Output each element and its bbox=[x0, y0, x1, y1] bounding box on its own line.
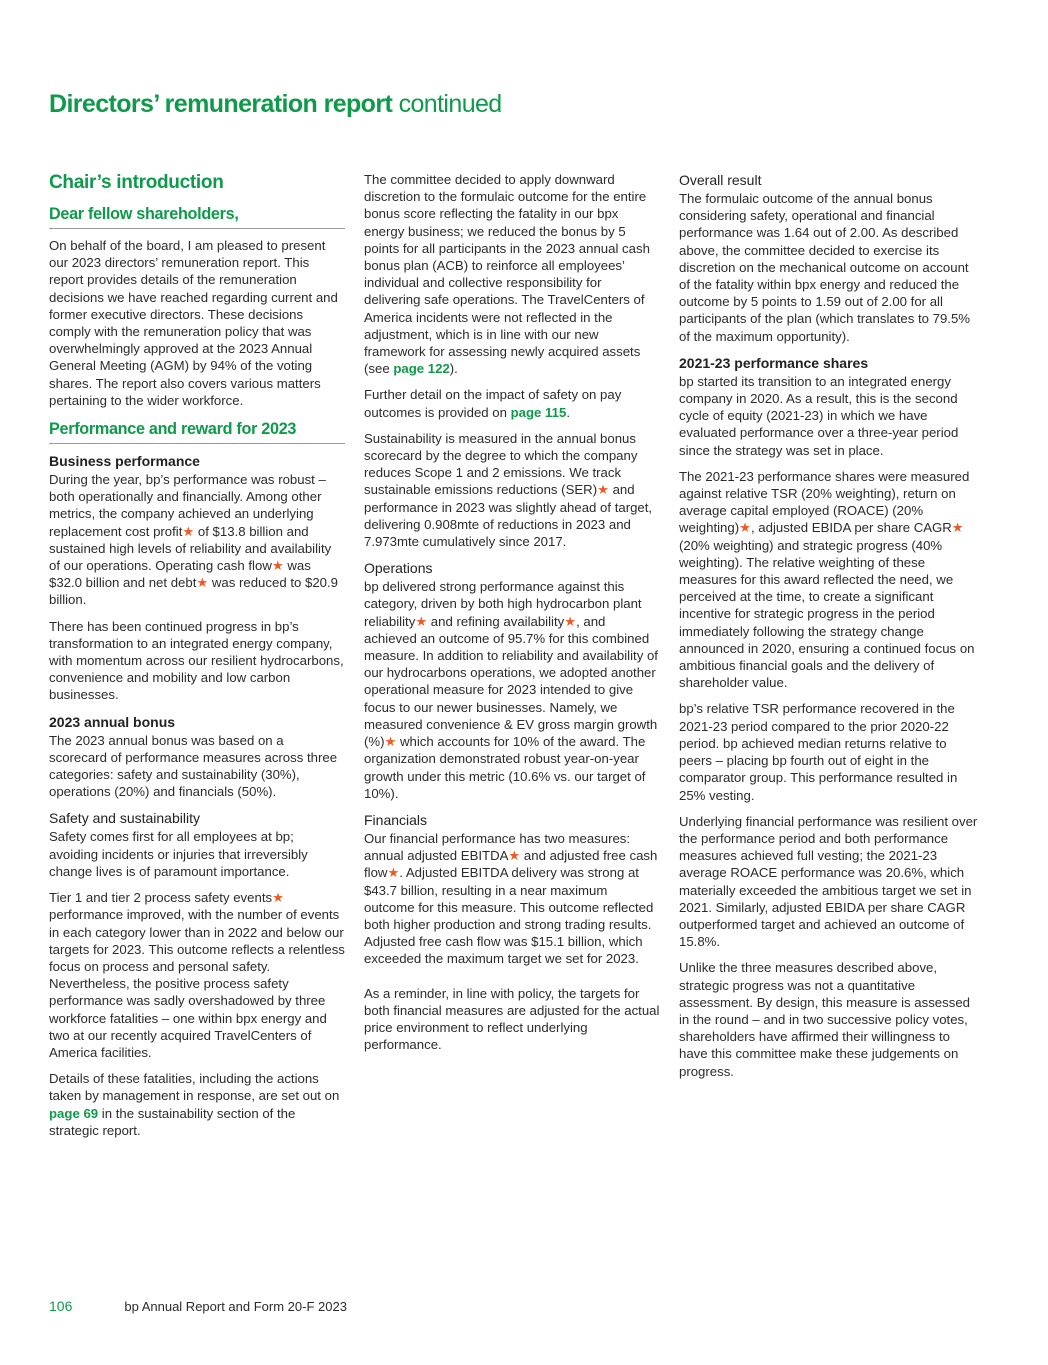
star-icon: ★ bbox=[415, 613, 428, 629]
paragraph: bp’s relative TSR performance recovered in the 2021-23 period compared to the prior 2020-22 period. bp achieved median returns relative to peers – placing bp fourth out of eight in the comparator group. This performance resulted in 25% vesting. bbox=[679, 701, 958, 803]
paragraph: The formulaic outcome of the annual bonus considering safety, operational and financial performance was 1.64 out of 2.00. As described above, the committee decided to exercise its discretion on the mechanical outcome on account of the fatality within bpx energy and reduced the outcome by 5 points to 1.59 out of 2.00 for all participants of the plan (which translates to 79.5% of the maximum opportunity). bbox=[679, 191, 971, 344]
footer-report-title: bp Annual Report and Form 20-F 2023 bbox=[124, 1299, 347, 1314]
section-heading-chair-intro: Chair’s introduction bbox=[49, 172, 224, 193]
paragraph: Further detail on the impact of safety on pay outcomes is provided on page 115. bbox=[364, 387, 622, 420]
star-icon: ★ bbox=[182, 523, 195, 539]
title-main: Directors’ remuneration report bbox=[49, 90, 393, 118]
paragraph: Tier 1 and tier 2 process safety events★ performance improved, with the number of events in each category lower than in 2022 and below our targets for 2023. This outcome reflects a relentless focus on process and personal safety. Nevertheless, the positive process safety performance was sadly overshadowed by three workforce fatalities – one within bpx energy and two at our recently acquired TravelCenters of America facilities. bbox=[49, 890, 345, 1060]
star-icon: ★ bbox=[272, 890, 284, 906]
subheading-performance-shares: 2021-23 performance shares bbox=[679, 354, 869, 371]
star-icon: ★ bbox=[597, 482, 609, 498]
page-number: 106 bbox=[49, 1298, 73, 1314]
page-link[interactable]: page 69 bbox=[49, 1105, 99, 1121]
subheading-business-performance: Business performance bbox=[49, 453, 200, 470]
subheading-overall-result: Overall result bbox=[679, 172, 762, 188]
paragraph: Details of these fatalities, including the actions taken by management in response, are set out on page 69 in the sustainability section of the strategic report. bbox=[49, 1071, 340, 1138]
star-icon: ★ bbox=[384, 734, 397, 750]
subheading-safety: Safety and sustainability bbox=[49, 810, 200, 827]
page-title bbox=[49, 90, 502, 119]
footer bbox=[49, 1298, 347, 1314]
paragraph: The 2021-23 performance shares were measured against relative TSR (20% weighting), return on average capital employed (ROACE) (20% weighting)★, adjusted EBIDA per share CAGR★ (20% weighting) and strategic progress (40% weighting). The relative weighting of these measures for this award reflected the need, we perceived at the time, to create a significant incentive for strategic progress in the period immediately following the strategy change announced in 2020, ensuring a continued focus on ambitious financial goals and the delivery of shareholder value. bbox=[679, 468, 975, 691]
paragraph: Underlying financial performance was resilient over the performance period and both performance measures achieved full vesting; the 2021-23 average ROACE performance was 20.6%, which materially exceeded the ambitious target we set in 2021. Similarly, adjusted EBIDA per share CAGR outperformed target and achieved an outcome of 15.8%. bbox=[679, 813, 978, 950]
star-icon: ★ bbox=[564, 613, 577, 629]
column-1 bbox=[49, 171, 345, 1148]
paragraph: Unlike the three measures described above, strategic progress was not a quantitative assessment. By design, this measure is assessed in the round – and in two successive policy votes, shareholders have affirmed their willingness to have this committee make these judgements on progress. bbox=[679, 960, 970, 1079]
paragraph: Sustainability is measured in the annual bonus scorecard by the degree to which the company reduces Scope 1 and 2 emissions. We track sustainable emissions reductions (SER)★ and performance in 2023 was slightly ahead of target, delivering 0.908mte of reductions in 2023 and 7.973mte cumulatively since 2017. bbox=[364, 430, 653, 550]
star-icon: ★ bbox=[508, 848, 521, 864]
paragraph: On behalf of the board, I am pleased to present our 2023 directors’ remuneration report. This report provides details of the remuneration decisions we have reached regarding current and former executive directors. These decisions comply with the remuneration policy that was overwhelmingly approved at the 2023 Annual General Meeting (AGM) by 94% of the voting shares. The report also covers various matters pertaining to the wider workforce. bbox=[49, 238, 338, 408]
star-icon: ★ bbox=[196, 575, 209, 591]
paragraph: As a reminder, in line with policy, the targets for both financial measures are adjusted for the actual price environment to reflect underlying performance. bbox=[364, 985, 660, 1053]
column-2 bbox=[364, 171, 660, 1062]
paragraph: The 2023 annual bonus was based on a scorecard of performance measures across three categories: safety and sustainability (30%), operations (20%) and financials (50%). bbox=[49, 732, 338, 800]
paragraph: Safety comes first for all employees at bp; avoiding incidents or injuries that irreversibly change lives is of paramount importance. bbox=[49, 829, 308, 879]
page-link[interactable]: page 122 bbox=[393, 361, 450, 377]
star-icon: ★ bbox=[739, 520, 751, 536]
paragraph: bp delivered strong performance against this category, driven by both high hydrocarbon plant reliability★ and refining availability★, and achieved an outcome of 95.7% for this combined measure. In addition to reliability and availability of our hydrocarbons operations, we adopted another operational measure for 2023 intended to give focus to our newer businesses. Namely, we measured convenience & EV gross margin growth (%)★ which accounts for 10% of the award. The organization demonstrated robust year-on-year growth under this metric (10.6% vs. our target of 10%). bbox=[364, 579, 658, 801]
star-icon: ★ bbox=[951, 520, 964, 536]
subheading-operations: Operations bbox=[364, 560, 433, 577]
subheading-annual-bonus: 2023 annual bonus bbox=[49, 713, 176, 730]
star-icon: ★ bbox=[387, 865, 400, 881]
column-3 bbox=[679, 171, 979, 1089]
paragraph: There has been continued progress in bp’s transformation to an integrated energy company, with momentum across our resilient hydrocarbons, convenience and mobility and low carbon businesses. bbox=[49, 618, 344, 703]
star-icon: ★ bbox=[271, 558, 284, 574]
paragraph: bp started its transition to an integrated energy company in 2020. As a result, this is the second cycle of equity (2021-23) in which we have evaluated performance over a three-year period since the strategy was set in place. bbox=[679, 373, 959, 458]
title-continued: continued bbox=[398, 90, 502, 118]
subheading-financials: Financials bbox=[364, 811, 428, 828]
page-link[interactable]: page 115 bbox=[510, 404, 567, 420]
heading-dear-shareholders: Dear fellow shareholders, bbox=[49, 203, 345, 229]
heading-performance-reward: Performance and reward for 2023 bbox=[49, 418, 345, 444]
paragraph: The committee decided to apply downward discretion to the formulaic outcome for the entire bonus score reflecting the fatality in our bpx energy business; we reduced the bonus by 5 points for all participants in the 2023 annual cash bonus plan (ACB) to reinforce all employees’ individual and collective responsibility for delivering safe operations. The TravelCenters of America incidents were not reflected in the adjustment, which is in line with our new framework for assessing newly acquired assets (see page 122). bbox=[364, 172, 650, 377]
paragraph: During the year, bp’s performance was robust – both operationally and financially. Among other metrics, the company achieved an underlying replacement cost profit★ of $13.8 billion and sustained high levels of reliability and availability of our operations. Operating cash flow★ was $32.0 billion and net debt★ was reduced to $20.9 billion. bbox=[49, 472, 338, 608]
paragraph: Our financial performance has two measures: annual adjusted EBITDA★ and adjusted free cash flow★. Adjusted EBITDA delivery was strong at $43.7 billion, resulting in a near maximum outcome for this measure. This outcome reflected both higher production and strong trading results. Adjusted free cash flow was $15.1 billion, which exceeded the maximum target we set for 2023. bbox=[364, 830, 658, 967]
